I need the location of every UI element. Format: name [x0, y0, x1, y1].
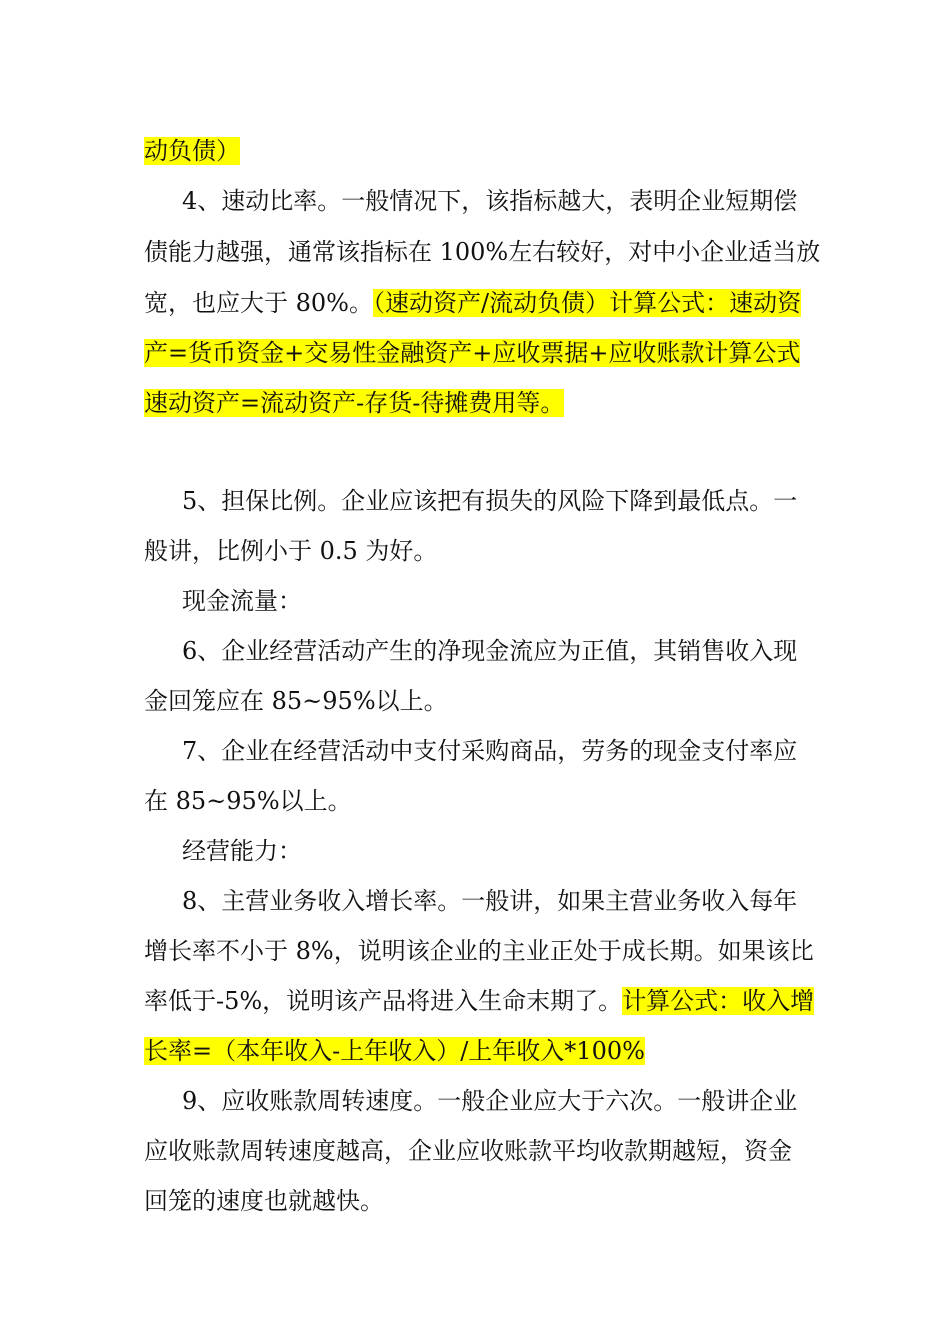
paragraph-8-line-3: [144, 984, 950, 1018]
heading-operation: 经营能力：: [182, 837, 302, 865]
paragraph-7-line-1: 7、企业在经营活动中支付采购商品，劳务的现金支付率应: [182, 737, 798, 765]
paragraph-8-line-1: 8、主营业务收入增长率。一般讲，如果主营业务收入每年: [182, 887, 798, 915]
heading-cashflow: 现金流量：: [182, 587, 302, 615]
highlighted-text: 长率=（本年收入-上年收入）/上年收入*100%: [144, 1037, 645, 1065]
highlighted-text: 计算公式：收入增: [622, 987, 815, 1015]
paragraph-6-line-2: 金回笼应在 85~95%以上。: [144, 687, 448, 715]
paragraph-8-line-2: 增长率不小于 8%，说明该企业的主业正处于成长期。如果该比: [144, 937, 814, 965]
highlighted-text: 动负债）: [144, 137, 240, 165]
text-segment: 率低于-5%，说明该产品将进入生命末期了。: [144, 987, 623, 1015]
paragraph-4-line-5: [144, 386, 950, 420]
paragraph-4-line-1: 4、速动比率。一般情况下，该指标越大，表明企业短期偿: [182, 187, 798, 215]
paragraph-9-line-2: 应收账款周转速度越高，企业应收账款平均收款期越短，资金: [144, 1137, 792, 1165]
paragraph-9-line-1: 9、应收账款周转速度。一般企业应大于六次。一般讲企业: [182, 1087, 798, 1115]
highlighted-text: 速动资产=流动资产-存货-待摊费用等。: [144, 389, 565, 417]
paragraph-5-line-1: 5、担保比例。企业应该把有损失的风险下降到最低点。一: [182, 487, 798, 515]
paragraph-4-line-2: 债能力越强，通常该指标在 100%左右较好，对中小企业适当放: [144, 238, 821, 266]
paragraph-6-line-1: 6、企业经营活动产生的净现金流应为正值，其销售收入现: [182, 637, 798, 665]
paragraph-9-line-3: 回笼的速度也就越快。: [144, 1187, 384, 1215]
text-segment: 宽，也应大于 80%。: [144, 289, 373, 317]
highlighted-text: 产=货币资金+交易性金融资产+应收票据+应收账款计算公式: [144, 339, 801, 367]
paragraph-5-line-2: 般讲，比例小于 0.5 为好。: [144, 537, 438, 565]
paragraph-8-line-4: [144, 1034, 950, 1068]
paragraph-debt-tail: [144, 134, 950, 168]
paragraph-7-line-2: 在 85~95%以上。: [144, 787, 352, 815]
paragraph-4-line-3: [144, 286, 950, 320]
highlighted-text: （速动资产/流动负债）计算公式：速动资: [372, 289, 802, 317]
paragraph-4-line-4: [144, 336, 950, 370]
